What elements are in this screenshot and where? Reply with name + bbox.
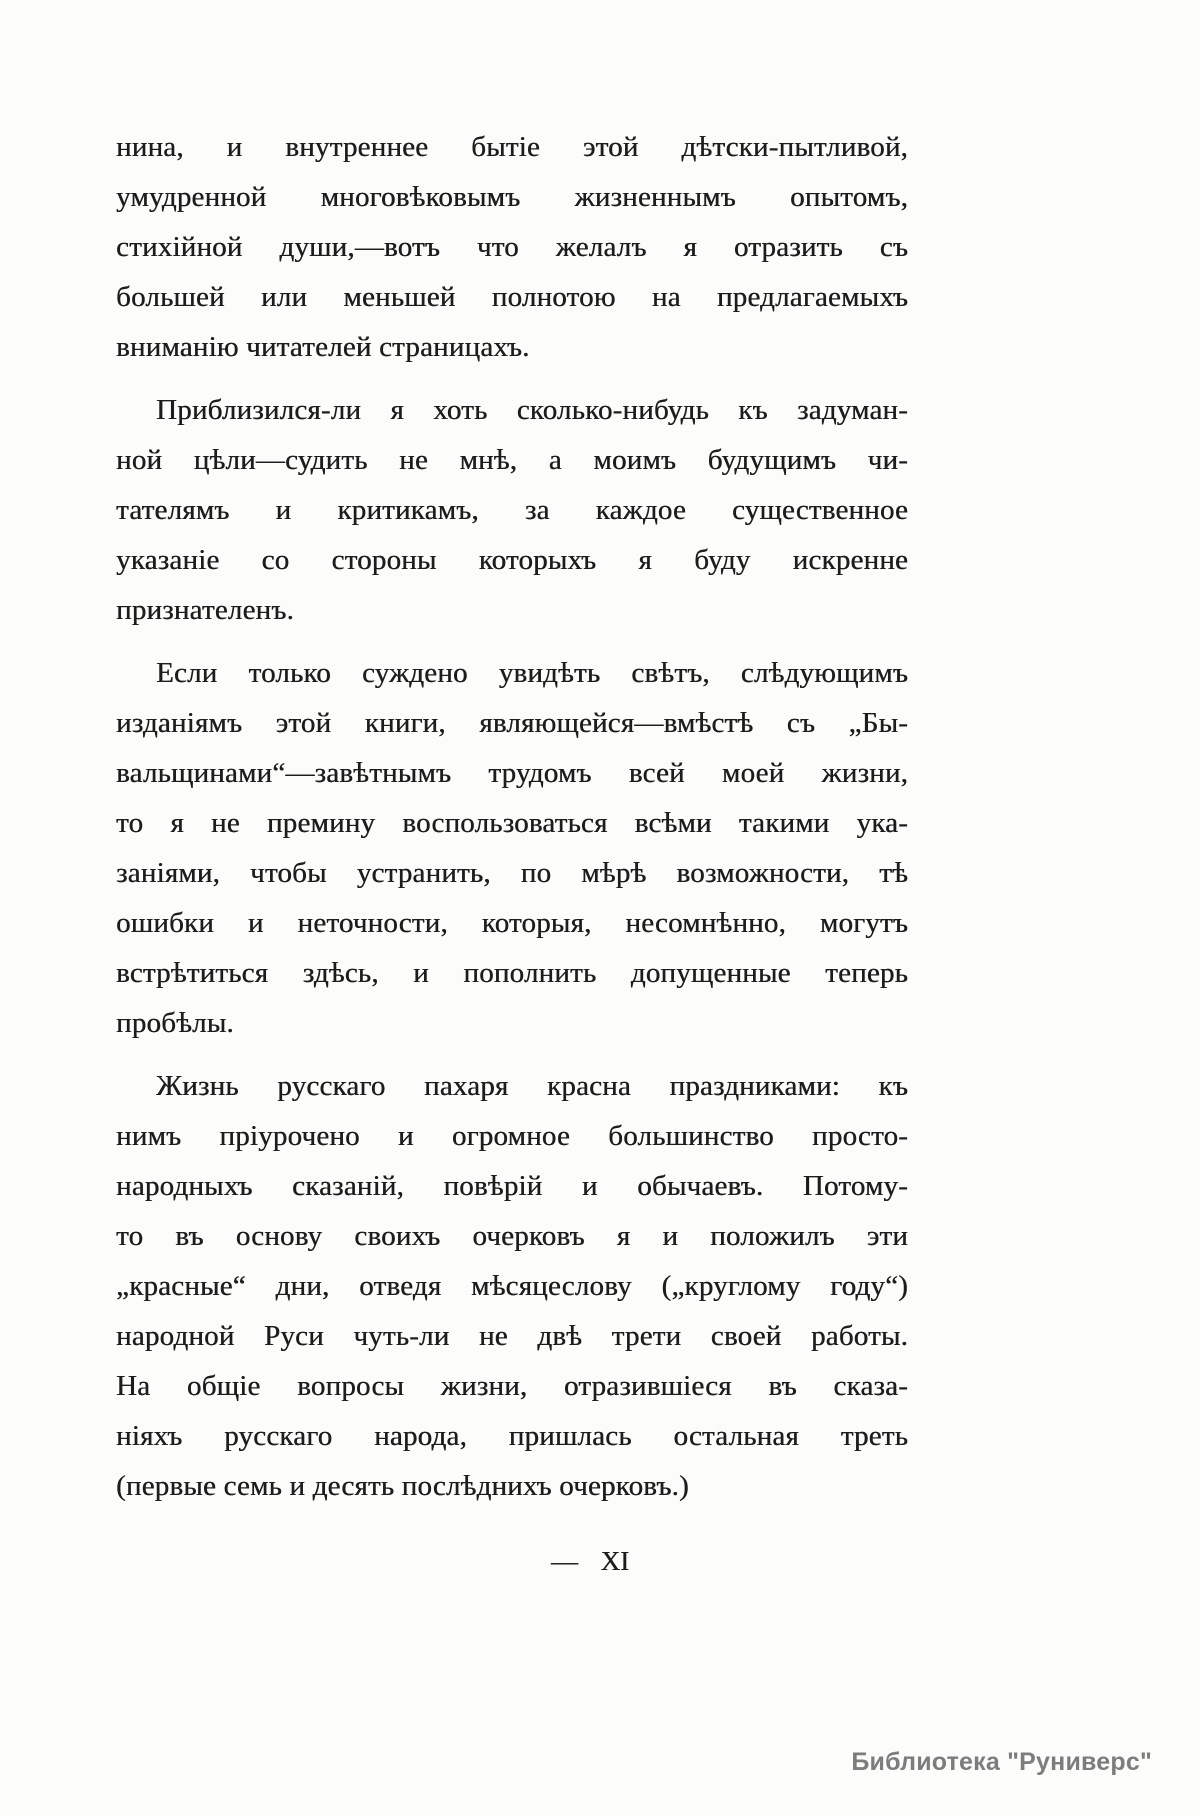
text-line: „красные“ дни, отведя мѣсяцеслову („круглому году“): [116, 1270, 908, 1302]
text-line: Жизнь русскаго пахаря красна праздниками: къ: [156, 1070, 908, 1102]
library-watermark: Библиотека "Руниверс": [851, 1748, 1152, 1776]
text-line: пробѣлы.: [116, 1007, 234, 1039]
text-line: тателямъ и критикамъ, за каждое существенное: [116, 494, 908, 526]
text-line: изданіямъ этой книги, являющейся—вмѣстѣ съ „Бы-: [116, 707, 908, 739]
text-line: то я не премину воспользоваться всѣми такими ука-: [116, 807, 908, 839]
text-line: вниманію читателей страницахъ.: [116, 331, 530, 363]
paragraph: [116, 1061, 908, 1511]
text-line: Приблизился-ли я хоть сколько-нибудь къ задуман-: [156, 394, 908, 426]
text-line: Если только суждено увидѣть свѣтъ, слѣдующимъ: [156, 657, 908, 689]
text-line: (первые семь и десять послѣднихъ очерковъ.): [116, 1470, 689, 1502]
text-line: указаніе со стороны которыхъ я буду искренне: [116, 544, 908, 576]
text-line: стихійной души,—вотъ что желалъ я отразить съ: [116, 231, 908, 263]
text-line: ніяхъ русскаго народа, пришлась остальная треть: [116, 1420, 908, 1452]
text-line: нимъ пріурочено и огромное большинство просто-: [116, 1120, 908, 1152]
text-line: ной цѣли—судить не мнѣ, а моимъ будущимъ чи-: [116, 444, 908, 476]
page-number: — XI: [550, 1546, 630, 1576]
text-line: признателенъ.: [116, 594, 294, 626]
text-line: большей или меньшей полнотою на предлагаемыхъ: [116, 281, 908, 313]
text-line: ошибки и неточности, которыя, несомнѣнно, могутъ: [116, 907, 908, 939]
text-line: народной Руси чуть-ли не двѣ трети своей работы.: [116, 1320, 908, 1352]
paragraph: [116, 122, 908, 372]
text-line: вальщинами“—завѣтнымъ трудомъ всей моей жизни,: [116, 757, 908, 789]
page-text-block: [116, 122, 908, 1511]
text-line: На общіе вопросы жизни, отразившіеся въ сказа-: [116, 1370, 908, 1402]
text-line: народныхъ сказаній, повѣрій и обычаевъ. Потому-: [116, 1170, 908, 1202]
paragraph: [116, 385, 908, 635]
text-line: заніями, чтобы устранить, по мѣрѣ возможности, тѣ: [116, 857, 908, 889]
text-line: встрѣтиться здѣсь, и пополнить допущенные теперь: [116, 957, 908, 989]
text-line: то въ основу своихъ очерковъ я и положилъ эти: [116, 1220, 908, 1252]
paragraph: [116, 648, 908, 1048]
text-line: нина, и внутреннее бытіе этой дѣтски-пытливой,: [116, 131, 908, 163]
text-line: умудренной многовѣковымъ жизненнымъ опытомъ,: [116, 181, 908, 213]
